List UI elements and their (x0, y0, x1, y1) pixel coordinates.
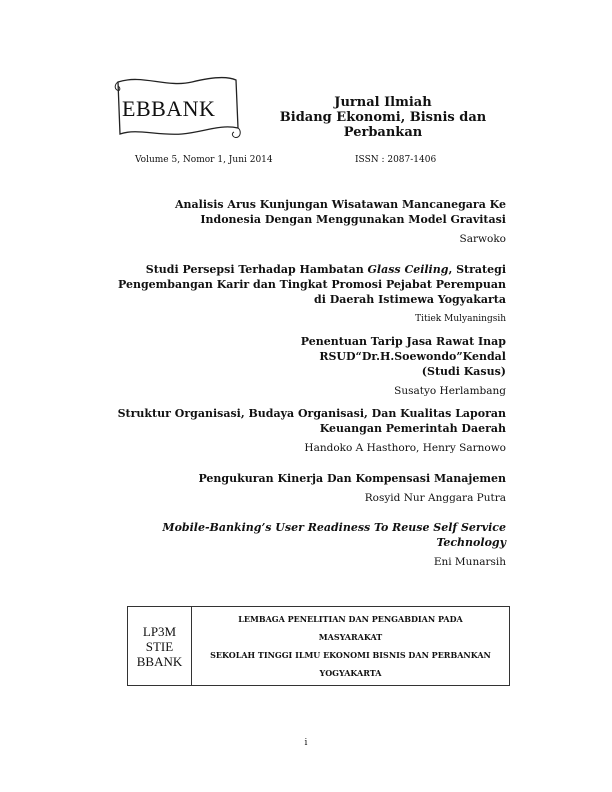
article-entry (198, 471, 506, 505)
page-number: i (304, 738, 308, 748)
article-entry (301, 334, 506, 398)
article-title-line: Keuangan Pemerintah Daerah (319, 422, 506, 435)
article-author: Handoko A Hasthoro, Henry Sarnowo (304, 442, 506, 454)
issn-info: ISSN : 2087-1406 (355, 155, 437, 165)
article-title[interactable] (175, 197, 506, 227)
institution-box (127, 606, 510, 686)
institution-name-line: SEKOLAH TINGGI ILMU EKONOMI BISNIS DAN PERBANKAN (210, 650, 491, 660)
journal-title-line: Jurnal Ilmiah (334, 95, 432, 110)
article-title[interactable] (118, 262, 506, 307)
article-author: Titiek Mulyaningsih (415, 314, 506, 324)
article-title-line: RSUD“Dr.H.Soewondo”Kendal (319, 350, 506, 363)
institution-name-line: MASYARAKAT (318, 632, 383, 642)
article-author: Susatyo Herlambang (394, 385, 506, 397)
abbreviation-line: LP3M (142, 623, 177, 639)
article-title-line: Struktur Organisasi, Budaya Organisasi, Dan Kualitas Laporan (117, 407, 506, 420)
institution-name-line: LEMBAGA PENELITIAN DAN PENGABDIAN PADA (238, 614, 463, 624)
article-entry (118, 262, 506, 326)
journal-title-line: Bidang Ekonomi, Bisnis dan (279, 110, 487, 125)
institution-name-line: YOGYAKARTA (319, 668, 382, 678)
article-title[interactable] (198, 471, 506, 486)
volume-info: Volume 5, Nomor 1, Juni 2014 (135, 155, 273, 165)
article-author: Sarwoko (459, 233, 506, 245)
title-text: Studi Persepsi Terhadap Hambatan (145, 263, 368, 276)
article-title-line: Mobile-Banking’s User Readiness To Reuse Self Service (162, 521, 506, 534)
institution-abbreviation (128, 607, 192, 685)
article-title[interactable] (118, 406, 506, 436)
article-title-line (118, 262, 506, 277)
article-title-line: Indonesia Dengan Menggunakan Model Gravitasi (200, 213, 506, 226)
article-entry (162, 520, 506, 569)
article-title-line: (Studi Kasus) (421, 365, 506, 378)
institution-name (192, 607, 509, 685)
article-entry (118, 406, 506, 455)
logo-text: EBBANK (122, 96, 216, 121)
article-title[interactable] (301, 334, 506, 379)
title-italic-text: Glass Ceiling (367, 263, 449, 276)
abbreviation-line: BBANK (136, 653, 183, 669)
article-entry (175, 197, 506, 246)
article-title-line: Penentuan Tarip Jasa Rawat Inap (300, 335, 506, 348)
journal-title-line: Perbankan (343, 125, 423, 140)
article-title[interactable] (162, 520, 506, 550)
article-title-line: Analisis Arus Kunjungan Wisatawan Mancanegara Ke (175, 198, 506, 211)
article-title-line: Technology (436, 536, 506, 549)
article-author: Eni Munarsih (433, 556, 506, 568)
abbreviation-line: STIE (145, 638, 174, 654)
article-title-line: di Daerah Istimewa Yogyakarta (314, 293, 506, 306)
article-title-line: Pengembangan Karir dan Tingkat Promosi Pejabat Perempuan (117, 278, 506, 291)
article-author: Rosyid Nur Anggara Putra (364, 492, 506, 504)
journal-logo (112, 74, 244, 144)
title-text: , Strategi (448, 263, 506, 276)
journal-title (268, 95, 498, 140)
article-title-line: Pengukuran Kinerja Dan Kompensasi Manajemen (198, 472, 506, 485)
